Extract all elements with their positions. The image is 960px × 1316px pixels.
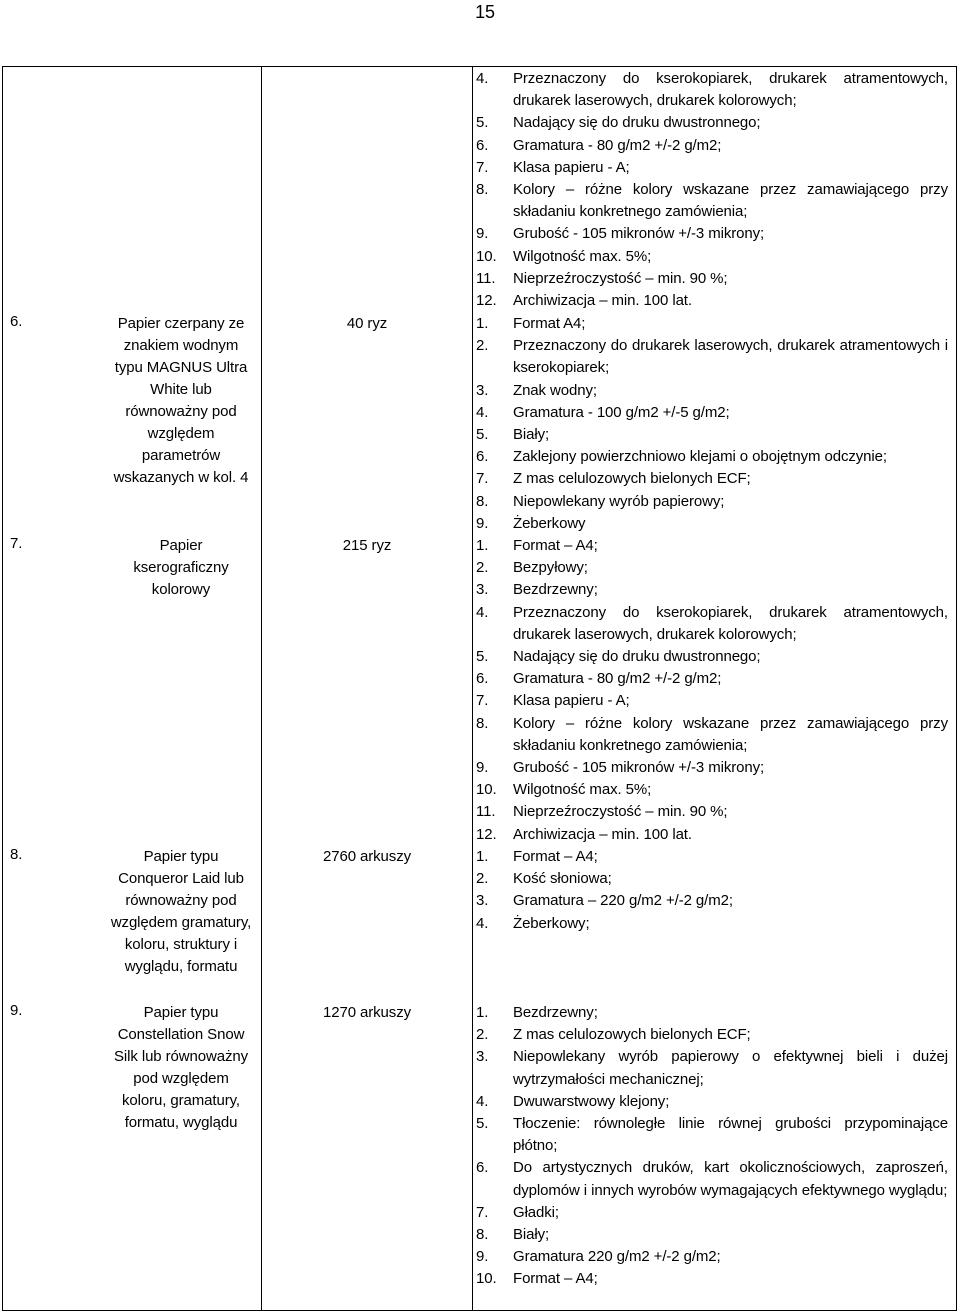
spec-item: [476, 846, 948, 868]
spec-item: [476, 757, 948, 779]
spec-number: 3.: [476, 581, 489, 599]
spec-number: 11.: [476, 269, 496, 287]
spec-text: Kolory – różne kolory wskazane przez zamawiającego przy składaniu konkretnego zamówienia;: [513, 181, 948, 221]
spec-text: Grubość - 105 mikronów +/-3 mikrony;: [513, 225, 765, 243]
spec-number: 10.: [476, 781, 497, 799]
spec-item: [476, 690, 948, 712]
item-name: Papier typu Constellation Snow Silk lub równoważny pod względem koloru, gramatury, formatu, wyglądu: [114, 1004, 248, 1131]
spec-item: [476, 1268, 948, 1290]
spec-text: Nadający się do druku dwustronnego;: [513, 114, 761, 132]
spec-text: Żeberkowy;: [513, 914, 590, 932]
spec-text: Biały;: [513, 426, 550, 444]
item-row-9: [10, 1002, 254, 1134]
spec-number: 2.: [476, 559, 489, 577]
spec-text: Przeznaczony do kserokopiarek, drukarek atramentowych, drukarek laserowych, drukarek kolorowych;: [513, 603, 948, 643]
spec-text: Żeberkowy: [513, 514, 586, 532]
spec-number: 7.: [476, 1203, 489, 1221]
spec-text: Archiwizacja – min. 100 lat.: [513, 825, 692, 843]
spec-item: [476, 779, 948, 801]
spec-item: [476, 801, 948, 823]
spec-number: 2.: [476, 870, 489, 888]
spec-item: [476, 1246, 948, 1268]
spec-number: 8.: [476, 714, 489, 732]
item-quantity: 1270 arkuszy: [322, 1004, 412, 1021]
spec-number: 4.: [476, 1092, 489, 1110]
item-number: 7.: [10, 535, 23, 552]
spec-number: 4.: [476, 403, 489, 421]
spec-number: 6.: [476, 136, 489, 154]
spec-text: Format – A4;: [513, 537, 598, 554]
spec-item: [476, 335, 948, 379]
spec-text: Z mas celulozowych bielonych ECF;: [513, 470, 751, 488]
spec-item: [476, 913, 948, 935]
spec-item: [476, 1091, 948, 1113]
spec-text: Tłoczenie: równoległe linie równej grubości przypominające płótno;: [513, 1115, 948, 1155]
item-row-6: [10, 313, 254, 489]
column-divider-qty-spec: [472, 66, 473, 1311]
spec-text: Klasa papieru - A;: [513, 158, 630, 176]
spec-text: Z mas celulozowych bielonych ECF;: [513, 1026, 751, 1044]
spec-number: 12.: [476, 825, 497, 843]
spec-number: 7.: [476, 158, 489, 176]
item-number: 6.: [10, 313, 23, 330]
spec-text: Format – A4;: [513, 1270, 598, 1288]
spec-item: [476, 223, 948, 245]
item-name: Papier czerpany ze znakiem wodnym typu MAGNUS Ultra White lub równoważny pod względem parametrów wskazanych w kol. 4: [113, 315, 249, 486]
spec-text: Do artystycznych druków, kart okolicznościowych, zaproszeń, dyplomów i innych wyrobów wymagających efektywnego wyglądu;: [513, 1159, 948, 1199]
spec-number: 4.: [476, 603, 489, 621]
spec-text: Kość słoniowa;: [513, 870, 612, 888]
spec-item: [476, 668, 948, 690]
spec-list-row-8: [476, 846, 948, 935]
spec-number: 5.: [476, 114, 489, 132]
spec-number: 1.: [476, 537, 489, 554]
spec-list-row-6: [476, 313, 948, 535]
spec-number: 6.: [476, 670, 489, 688]
spec-item: [476, 380, 948, 402]
item-name: Papier kserograficzny kolorowy: [133, 537, 229, 598]
spec-number: 8.: [476, 492, 489, 510]
spec-item: [476, 157, 948, 179]
spec-item: [476, 646, 948, 668]
spec-number: 12.: [476, 292, 497, 310]
spec-text: Gramatura – 220 g/m2 +/-2 g/m2;: [513, 892, 733, 910]
spec-item: [476, 135, 948, 157]
spec-number: 7.: [476, 470, 489, 488]
spec-list-row-9: [476, 1002, 948, 1291]
item-quantity: 2760 arkuszy: [322, 848, 412, 865]
item-quantity: 40 ryz: [346, 315, 388, 332]
item-number: 8.: [10, 846, 23, 863]
spec-number: 6.: [476, 448, 489, 466]
spec-text: Wilgotność max. 5%;: [513, 247, 652, 265]
spec-text: Znak wodny;: [513, 381, 597, 399]
spec-number: 5.: [476, 648, 489, 666]
spec-number: 9.: [476, 514, 489, 532]
spec-number: 8.: [476, 181, 489, 199]
spec-text: Niepowlekany wyrób papierowy o efektywnej bieli i dużej wytrzymałości mechanicznej;: [513, 1048, 948, 1088]
spec-text: Bezpyłowy;: [513, 559, 588, 577]
spec-item: [476, 535, 948, 557]
spec-text: Biały;: [513, 1226, 550, 1244]
spec-text: Kolory – różne kolory wskazane przez zamawiającego przy składaniu konkretnego zamówienia;: [513, 714, 948, 754]
spec-item: [476, 1224, 948, 1246]
spec-item: [476, 557, 948, 579]
item-row-8: [10, 846, 254, 978]
spec-item: [476, 68, 948, 112]
spec-text: Bezdrzewny;: [513, 1004, 598, 1021]
item-number: 9.: [10, 1002, 23, 1019]
spec-number: 5.: [476, 1115, 489, 1133]
spec-text: Nieprzeźroczystość – min. 90 %;: [513, 803, 728, 821]
spec-text: Nadający się do druku dwustronnego;: [513, 648, 761, 666]
spec-item: [476, 1157, 948, 1201]
spec-item: [476, 424, 948, 446]
spec-text: Klasa papieru - A;: [513, 692, 630, 710]
spec-text: Przeznaczony do kserokopiarek, drukarek atramentowych, drukarek laserowych, drukarek kolorowych;: [513, 70, 948, 110]
spec-item: [476, 313, 948, 335]
spec-number: 8.: [476, 1226, 489, 1244]
spec-item: [476, 290, 948, 312]
spec-item: [476, 179, 948, 223]
spec-number: 9.: [476, 1248, 489, 1266]
spec-text: Gramatura - 80 g/m2 +/-2 g/m2;: [513, 670, 722, 688]
spec-text: Format – A4;: [513, 848, 598, 865]
item-row-7: [10, 535, 254, 601]
spec-number: 11.: [476, 803, 496, 821]
spec-text: Gramatura - 80 g/m2 +/-2 g/m2;: [513, 136, 722, 154]
item-name: Papier typu Conqueror Laid lub równoważny pod względem gramatury, koloru, struktury i wyglądu, formatu: [110, 848, 252, 975]
spec-number: 5.: [476, 426, 489, 444]
spec-item: [476, 824, 948, 846]
spec-item: [476, 1002, 948, 1024]
spec-item: [476, 1046, 948, 1090]
spec-text: Nieprzeźroczystość – min. 90 %;: [513, 269, 728, 287]
spec-item: [476, 112, 948, 134]
spec-item: [476, 446, 948, 468]
spec-list-row-7: [476, 535, 948, 846]
spec-item: [476, 1024, 948, 1046]
spec-number: 9.: [476, 759, 489, 777]
spec-number: 3.: [476, 381, 489, 399]
spec-number: 10.: [476, 1270, 497, 1288]
spec-item: [476, 1202, 948, 1224]
spec-text: Gładki;: [513, 1203, 559, 1221]
spec-item: [476, 868, 948, 890]
spec-number: 1.: [476, 1004, 489, 1021]
spec-number: 10.: [476, 247, 497, 265]
spec-text: Format A4;: [513, 315, 586, 332]
spec-text: Gramatura - 100 g/m2 +/-5 g/m2;: [513, 403, 730, 421]
spec-number: 6.: [476, 1159, 489, 1177]
spec-item: [476, 402, 948, 424]
spec-text: Niepowlekany wyrób papierowy;: [513, 492, 725, 510]
item-quantity: 215 ryz: [342, 537, 392, 554]
spec-text: Zaklejony powierzchniowo klejami o obojętnym odczynie;: [513, 448, 887, 466]
spec-item: [476, 602, 948, 646]
spec-number: 4.: [476, 914, 489, 932]
spec-number: 3.: [476, 892, 489, 910]
spec-number: 1.: [476, 848, 489, 865]
spec-item: [476, 890, 948, 912]
spec-item: [476, 513, 948, 535]
spec-text: Bezdrzewny;: [513, 581, 598, 599]
column-divider-name-qty: [261, 66, 262, 1311]
spec-number: 2.: [476, 337, 489, 355]
spec-text: Grubość - 105 mikronów +/-3 mikrony;: [513, 759, 765, 777]
spec-item: [476, 579, 948, 601]
spec-text: Przeznaczony do drukarek laserowych, drukarek atramentowych i kserokopiarek;: [513, 337, 948, 377]
spec-text: Wilgotność max. 5%;: [513, 781, 652, 799]
spec-number: 3.: [476, 1048, 489, 1066]
spec-number: 1.: [476, 315, 489, 332]
spec-text: Gramatura 220 g/m2 +/-2 g/m2;: [513, 1248, 721, 1266]
spec-number: 7.: [476, 692, 489, 710]
spec-number: 9.: [476, 225, 489, 243]
spec-item: [476, 468, 948, 490]
spec-number: 4.: [476, 70, 489, 87]
spec-list-row-0: [476, 68, 948, 312]
spec-number: 2.: [476, 1026, 489, 1044]
spec-item: [476, 246, 948, 268]
spec-item: [476, 713, 948, 757]
page-number: 15: [475, 2, 495, 22]
spec-text: Archiwizacja – min. 100 lat.: [513, 292, 692, 310]
spec-item: [476, 268, 948, 290]
spec-item: [476, 1113, 948, 1157]
spec-text: Dwuwarstwowy klejony;: [513, 1092, 670, 1110]
spec-item: [476, 491, 948, 513]
